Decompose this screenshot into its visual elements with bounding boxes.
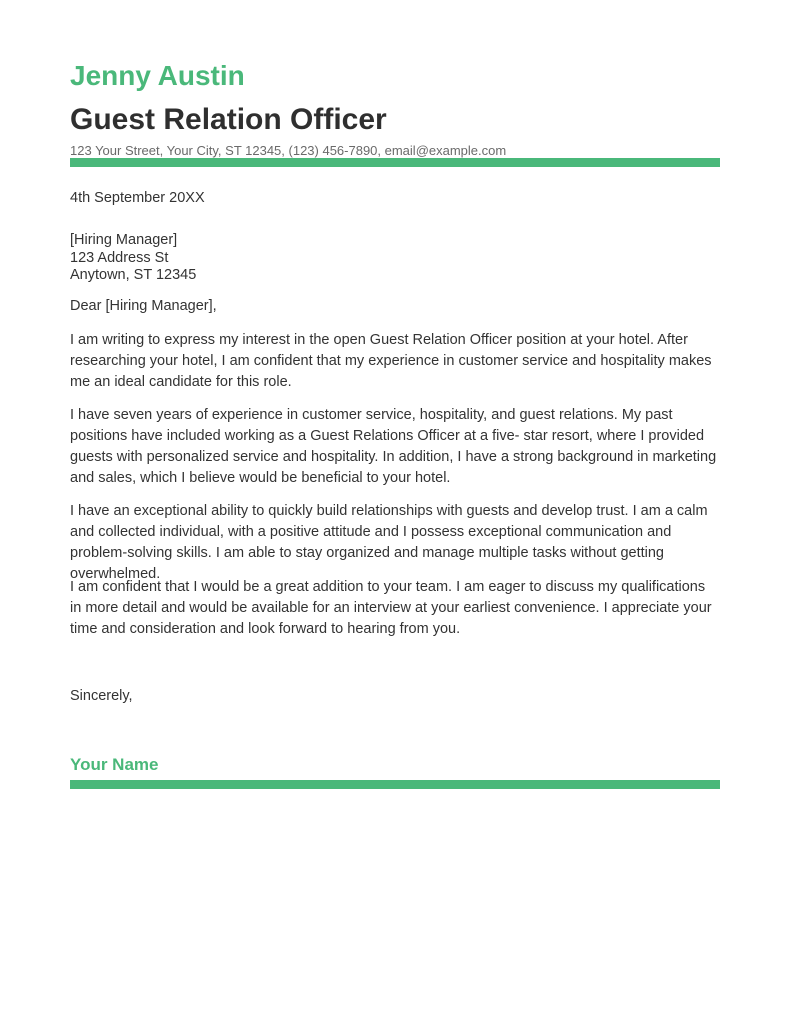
recipient-block (70, 232, 720, 285)
body-paragraph-4: I am confident that I would be a great addition to your team. I am eager to discuss my qualifications in more detail and would be available for an interview at your earliest convenience. I appreciate your time and consideration and look forward to hearing from you. (70, 579, 712, 637)
closing: Sincerely, (70, 688, 133, 704)
applicant-name: Jenny Austin (70, 60, 245, 91)
body-paragraph-1: I am writing to express my interest in the open Guest Relation Officer position at your hotel. After researching your hotel, I am confident that my experience in customer service and hospitality makes me an ideal candidate for this role. (70, 332, 712, 390)
letter-date: 4th September 20XX (70, 190, 205, 206)
contact-info: 123 Your Street, Your City, ST 12345, (123) 456-7890, email@example.com (70, 143, 507, 158)
job-title: Guest Relation Officer (70, 103, 387, 136)
body-paragraph-3: I have an exceptional ability to quickly build relationships with guests and develop trust. I am a calm and collected individual, with a positive attitude and I possess exceptional communication and problem-solving skills. I am able to stay organized and manage multiple tasks without getting overwhelmed. (70, 503, 708, 582)
recipient-address-line1: 123 Address St (70, 249, 169, 266)
recipient-address-line2: Anytown, ST 12345 (70, 267, 197, 283)
recipient-name: [Hiring Manager] (70, 232, 178, 248)
salutation: Dear [Hiring Manager], (70, 298, 217, 314)
signature-name: Your Name (70, 755, 159, 774)
body-paragraph-2: I have seven years of experience in customer service, hospitality, and guest relations. My past positions have included working as a Guest Relations Officer at a five- star resort, where I provided guests with personalized service and hospitality. In addition, I have a strong background in marketing and sales, which I believe would be beneficial to your hotel. (70, 407, 717, 486)
footer-divider (70, 780, 720, 789)
header-divider (70, 158, 720, 167)
